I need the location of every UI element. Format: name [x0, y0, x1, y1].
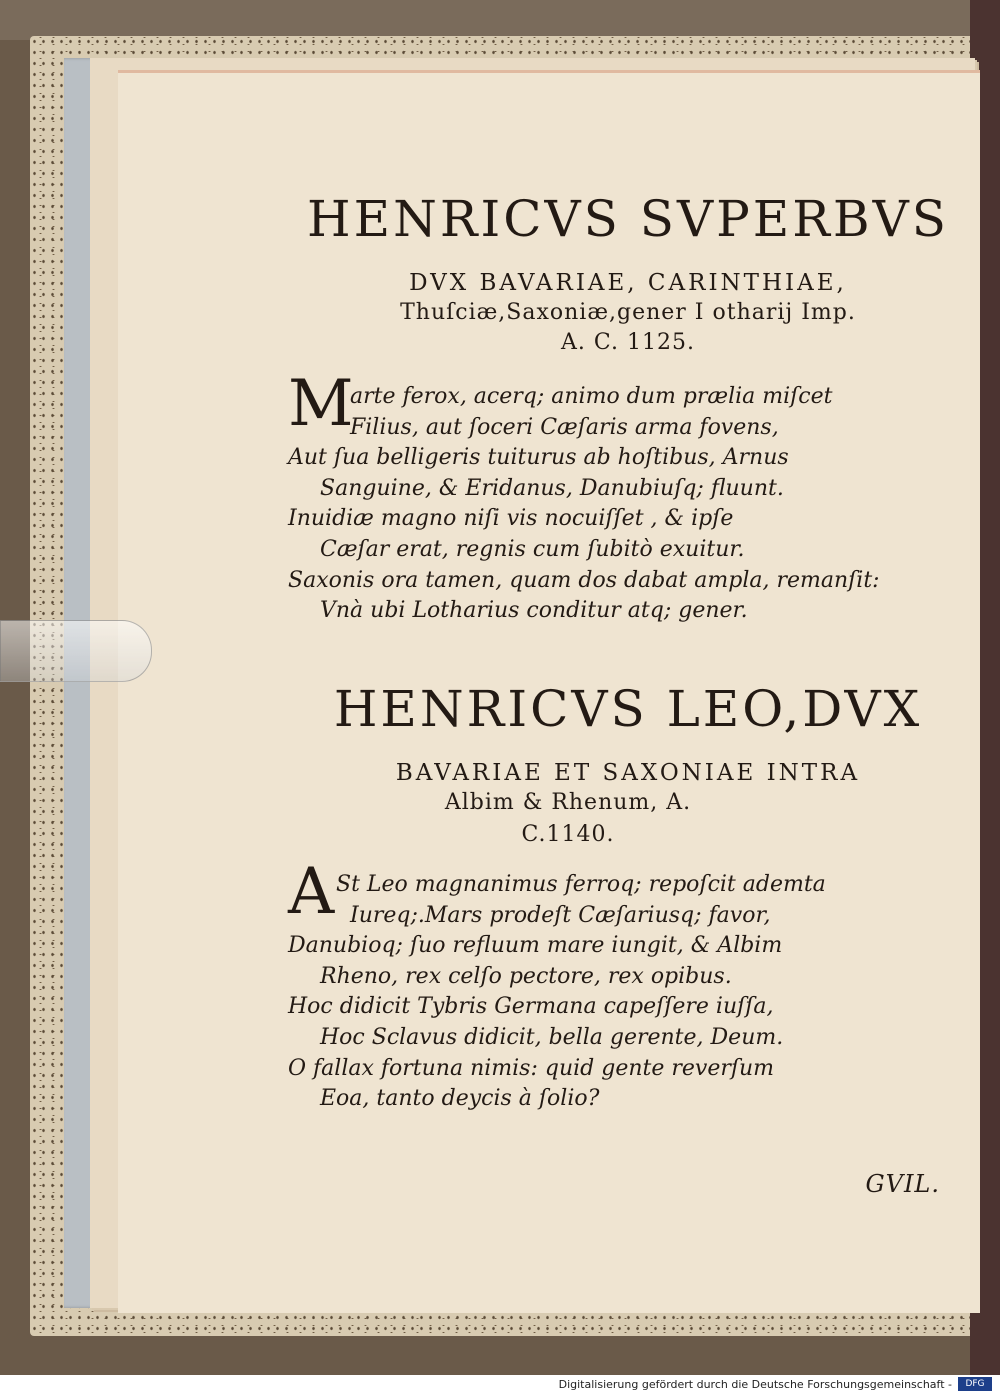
book-frame-top	[0, 0, 1000, 40]
section2-verse	[288, 870, 928, 1115]
verse-line: St Leo magnanimus ferroq; repoſcit ademta	[336, 872, 826, 897]
verse-line: Iureq;.Mars prodeſt Cæſariusq; favor,	[350, 902, 771, 928]
page-content	[118, 70, 980, 1310]
section2-title: HENRICVS LEO,DVX	[333, 680, 923, 738]
verse-line: Hoc didicit Tybris Germana capeſſere iuſſa,	[288, 994, 774, 1020]
footer-credit: Digitalisierung gefördert durch die Deutsche Forschungsgemeinschaft -	[558, 1378, 952, 1391]
verse-line: Eoa, tanto deycis à ſolio?	[320, 1086, 600, 1112]
verse-line: Vnà ubi Lotharius conditur atq; gener.	[320, 598, 748, 624]
section1-dropcap: M	[288, 367, 354, 441]
catchword: GVIL.	[865, 1170, 940, 1198]
section1-subtitle2: Thuſciæ,Saxoniæ,gener I otharij Imp.	[400, 300, 856, 325]
dfg-logo: DFG	[958, 1377, 992, 1391]
verse-line: Sanguine, & Eridanus, Danubiuſq; fluunt.	[320, 475, 784, 501]
section2-year: C.1140.	[521, 822, 615, 847]
section2-dropcap: A	[288, 855, 335, 929]
verse-line: Rheno, rex celſo pectore, rex opibus.	[320, 963, 732, 989]
section1-year: A. C. 1125.	[561, 330, 695, 355]
section2-subtitle1: BAVARIAE ET SAXONIAE INTRA	[395, 760, 861, 786]
verse-line: Inuidiæ magno niſi vis nocuiſſet , & ipſe	[288, 506, 734, 532]
verse-line: Hoc Sclavus didicit, bella gerente, Deum.	[320, 1024, 784, 1050]
section1-title: HENRICVS SVPERBVS	[306, 190, 949, 248]
verse-line: O fallax fortuna nimis: quid gente reverſum	[288, 1055, 775, 1081]
verse-line: Saxonis ora tamen, quam dos dabat ampla, remanſit:	[288, 567, 880, 593]
verse-line: arte ferox, acerq; animo dum prælia miſcet	[350, 384, 833, 409]
verse-line: Cæſar erat, regnis cum ſubitò exuitur.	[320, 536, 745, 562]
verse-line: Filius, aut ſoceri Cæſaris arma fovens,	[350, 414, 779, 440]
section1-subtitle1: DVX BAVARIAE, CARINTHIAE,	[409, 270, 847, 296]
section2-subtitle2: Albim & Rhenum, A.	[444, 790, 692, 815]
section1-verse	[288, 382, 928, 627]
footer-bar	[0, 1375, 1000, 1395]
verse-line: Aut ſua belligeris tuiturus ab hoſtibus, Arnus	[288, 445, 789, 471]
verse-line: Danubioq; ſuo refluum mare iungit, & Albim	[288, 933, 783, 959]
